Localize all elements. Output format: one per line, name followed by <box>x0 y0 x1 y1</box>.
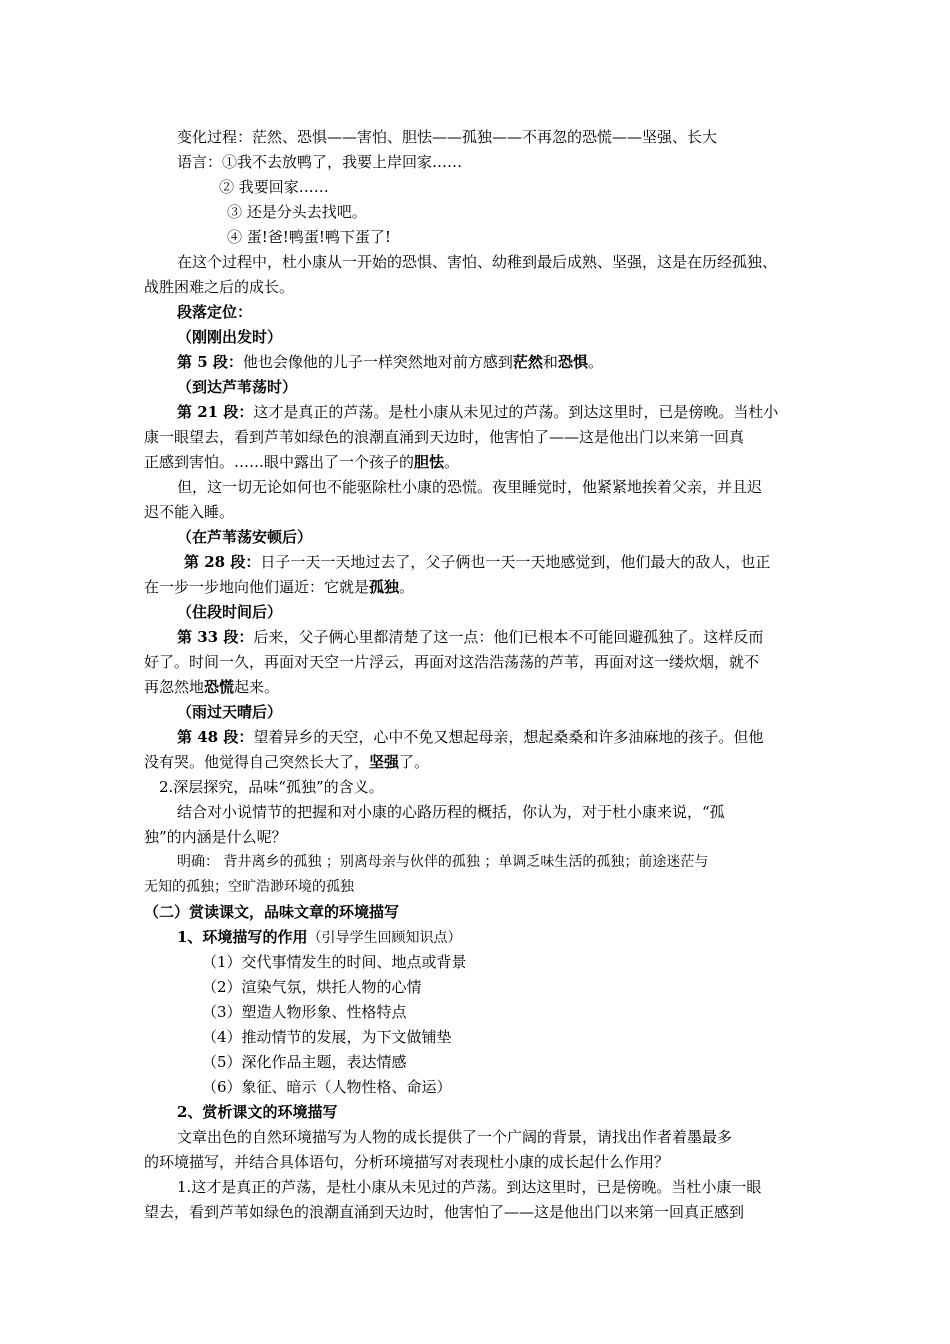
text-line: 明确： 背井离乡的孤独 ；别离母亲与伙伴的孤独 ；单调乏味生活的孤独；前途迷茫与 <box>177 854 709 870</box>
text-line: 再忽然地恐慌起来。 <box>144 678 280 696</box>
list-item: （3）塑造人物形象、性格特点 <box>202 1003 407 1021</box>
text-line: 文章出色的自然环境描写为人物的成长提供了一个广阔的背景，请找出作者着墨最多 <box>177 1128 733 1146</box>
emphasis-word: 恐慌 <box>204 678 235 696</box>
list-item: （6）象征、暗示（人物性格、命运） <box>202 1078 452 1096</box>
text-line: 好了。时间一久，再面对天空一片浮云，再面对这浩浩荡荡的芦苇，再面对这一缕炊烟，就不 <box>144 653 760 671</box>
subsection-heading: 2.深层探究，品味“孤独”的含义。 <box>159 778 384 796</box>
emphasis-word: 孤独 <box>369 578 400 596</box>
subsection-heading: 2、赏析课文的环境描写 <box>177 1103 338 1121</box>
paragraph-21: 第 21 段：这才是真正的芦荡。是杜小康从未见过的芦荡。到达这里时，已是傍晚。当杜小 <box>177 403 779 421</box>
text-line: 战胜困难之后的成长。 <box>144 278 295 296</box>
paragraph-48: 第 48 段：望着异乡的天空，心中不免又想起母亲，想起桑桑和许多油麻地的孩子。但他 <box>177 728 764 746</box>
emphasis-word: 恐惧 <box>557 353 588 371</box>
text-line: 无知的孤独；空旷浩渺环境的孤独 <box>144 879 354 895</box>
text-line: 变化过程：茫然、恐惧——害怕、胆怯——孤独——不再忽的恐慌——坚强、长大 <box>177 128 718 146</box>
subsection-heading: 1、环境描写的作用（引导学生回顾知识点） <box>177 928 462 946</box>
part-heading: （二）赏读课文，品味文章的环境描写 <box>144 903 400 921</box>
list-item: （2）渲染气氛，烘托人物的心情 <box>202 978 422 996</box>
text-line: 但，这一切无论如何也不能驱除杜小康的恐慌。夜里睡觉时，他紧紧地挨着父亲，并且迟 <box>177 478 763 496</box>
text-line: ③ 还是分头去找吧。 <box>227 203 367 221</box>
text-line: 迟不能入睡。 <box>144 503 235 521</box>
text-line: 在一步一步地向他们逼近：它就是孤独。 <box>144 578 415 596</box>
section-heading: 段落定位： <box>177 303 253 321</box>
stage-heading: （到达芦苇荡时） <box>177 378 298 396</box>
text-line: ④ 蛋!爸!鸭蛋!鸭下蛋了! <box>227 228 391 246</box>
emphasis-word: 茫然 <box>512 353 543 371</box>
paragraph-5: 第 5 段：他也会像他的儿子一样突然地对前方感到茫然和恐惧。 <box>177 353 603 371</box>
list-item: （1）交代事情发生的时间、地点或背景 <box>202 953 467 971</box>
stage-heading: （在芦苇荡安顿后） <box>177 528 313 546</box>
paragraph-label: 第 21 段： <box>177 403 254 421</box>
emphasis-word: 坚强 <box>369 753 400 771</box>
stage-heading: （住段时间后） <box>177 603 283 621</box>
text-line: 没有哭。他觉得自己突然长大了，坚强了。 <box>144 753 430 771</box>
text-line: 正感到害怕。……眼中露出了一个孩子的胆怯。 <box>144 453 460 471</box>
paragraph-label: 第 5 段： <box>177 353 243 371</box>
paragraph-label: 第 28 段： <box>184 553 261 571</box>
stage-heading: （刚刚出发时） <box>177 328 283 346</box>
text-line: 望去，看到芦苇如绿色的浪潮直涌到天边时，他害怕了——这是他出门以来第一回真正感到 <box>144 1203 745 1221</box>
text-line: ② 我要回家…… <box>219 178 329 196</box>
text-line: 1.这才是真正的芦荡，是杜小康从未见过的芦荡。到达这里时，已是傍晚。当杜小康一眼 <box>177 1178 762 1196</box>
text-line: 语言：①我不去放鸭了，我要上岸回家…… <box>177 153 463 171</box>
paragraph-33: 第 33 段：后来，父子俩心里都清楚了这一点：他们已根本不可能回避孤独了。这样反而 <box>177 628 764 646</box>
text-line: 的环境描写，并结合具体语句，分析环境描写对表现杜小康的成长起什么作用？ <box>144 1153 670 1171</box>
paragraph-label: 第 48 段： <box>177 728 254 746</box>
emphasis-word: 胆怯 <box>414 453 445 471</box>
text-line: 独”的内涵是什么呢？ <box>144 828 287 846</box>
paragraph-label: 第 33 段： <box>177 628 254 646</box>
list-item: （5）深化作品主题，表达情感 <box>202 1053 407 1071</box>
text-line: 结合对小说情节的把握和对小康的心路历程的概括，你认为，对于杜小康来说，“孤 <box>177 803 725 821</box>
stage-heading: （雨过天晴后） <box>177 703 283 721</box>
text-line: 康一眼望去，看到芦苇如绿色的浪潮直涌到天边时，他害怕了——这是他出门以来第一回真 <box>144 428 745 446</box>
text-line: 在这个过程中，杜小康从一开始的恐惧、害怕、幼稚到最后成熟、坚强，这是在历经孤独、 <box>177 253 778 271</box>
paragraph-28: 第 28 段：日子一天一天地过去了，父子俩也一天一天地感觉到，他们最大的敌人，也正 <box>184 553 771 571</box>
list-item: （4）推动情节的发展，为下文做铺垫 <box>202 1028 452 1046</box>
